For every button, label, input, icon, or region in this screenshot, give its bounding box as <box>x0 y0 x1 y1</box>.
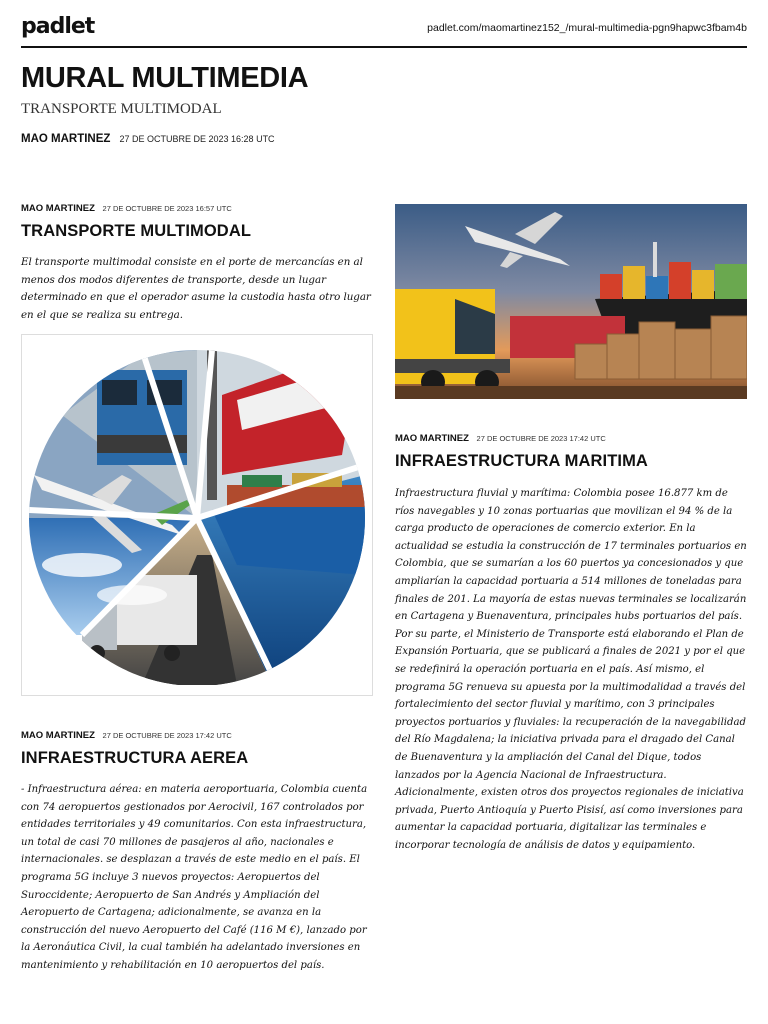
post-meta <box>21 203 373 214</box>
post-title: TRANSPORTE MULTIMODAL <box>21 222 252 240</box>
board-subtitle: TRANSPORTE MULTIMODAL <box>21 101 222 117</box>
post-meta <box>21 730 373 741</box>
truck-plane-ship-cargo-image[interactable] <box>395 204 747 399</box>
board-author[interactable]: MAO MARTINEZ <box>21 133 111 145</box>
post-date: 27 DE OCTUBRE DE 2023 17:42 UTC <box>102 731 232 740</box>
board-url[interactable]: padlet.com/maomartinez152_/mural-multimedia-pgn9hapwc3fbam4b <box>427 22 747 34</box>
post-transporte-multimodal[interactable] <box>21 203 373 324</box>
board-meta <box>21 133 275 145</box>
top-bar <box>21 12 747 48</box>
post-body: El transporte multimodal consiste en el porte de mercancías en al menos dos modos diferentes de transporte, desde un lugar determinado en que el operador asume la custodia hasta otro lugar en el que se realiza su entrega. <box>21 256 371 321</box>
post-body: - Infraestructura aérea: en materia aeroportuaria, Colombia cuenta con 74 aeropuertos gestionados por Aerocivil, 167 controlados por entidades territoriales y 49 comunitarios. Con esta infraestructura, un total de casi 70 millones de pasajeros al año, nacionales e internacionales. se desplazan a través de este medio en el país. El programa 5G incluye 3 nuevos proyectos: Aeropuertos del Suroccidente; Aeropuerto de San Andrés y Ampliación del Aeropuerto de Cartagena; adicionalmente, se avanza en la construcción del nuevo Aeropuerto del Café (116 M €), lanzado por la Aeronáutica Civil, la cual también ha adelantado inversiones en mantenimiento y rehabilitación en 10 aeropuertos del país. <box>21 784 368 971</box>
padlet-logo[interactable]: padlet <box>21 14 95 39</box>
post-author[interactable]: MAO MARTINEZ <box>395 433 469 444</box>
post-infraestructura-maritima[interactable] <box>395 433 747 854</box>
post-title: INFRAESTRUCTURA MARITIMA <box>395 452 648 470</box>
post-author[interactable]: MAO MARTINEZ <box>21 730 95 741</box>
post-date: 27 DE OCTUBRE DE 2023 17:42 UTC <box>476 434 606 443</box>
post-title: INFRAESTRUCTURA AEREA <box>21 749 249 767</box>
board-date: 27 DE OCTUBRE DE 2023 16:28 UTC <box>119 134 275 144</box>
post-infraestructura-aerea[interactable] <box>21 730 373 975</box>
post-author[interactable]: MAO MARTINEZ <box>21 203 95 214</box>
post-body: Infraestructura fluvial y marítima: Colombia posee 16.877 km de ríos navegables y 10 zonas portuarias que movilizan el 94 % de la carga producto de operaciones de comercio exterior. En la actualidad se estudia la construcción de 17 terminales portuarios en Colombia, que se sumarían a los 60 puertos ya concesionados y que ampliarían la capacidad portuaria a 514 millones de toneladas para finales de 201. La mayoría de estas nuevas terminales se localizarán en Cartagena y Buenaventura, principales hubs portuarios del país. Por su parte, el Ministerio de Transporte está elaborando el Plan de Expansión Portuaria, que se publicará a finales de 2021 y por el que se redefinirá la operación portuaria en el país. Así mismo, el programa 5G renueva su apuesta por la multimodalidad a través del fortalecimiento del sector fluvial y marítimo, con 3 principales proyectos portuarios y fluviales: la recuperación de la navegabilidad del Río Magdalena; la iniciativa privada para el dragado del Canal de Buenaventura y la ampliación del Canal del Dique, todos lanzados por la Agencia Nacional de Infraestructura. Adicionalmente, existen otros dos proyectos regionales de iniciativa privada, Puerto Antioquía y Puerto Pisisí, así como inversiones para aumentar la capacidad portuaria, digitalizar las terminales e incorporar tecnología de análisis de datos y equipamiento. <box>395 488 747 851</box>
transport-modes-wheel-image[interactable] <box>21 334 373 696</box>
post-meta <box>395 433 747 444</box>
board-title: MURAL MULTIMEDIA <box>21 62 309 94</box>
post-date: 27 DE OCTUBRE DE 2023 16:57 UTC <box>102 204 232 213</box>
